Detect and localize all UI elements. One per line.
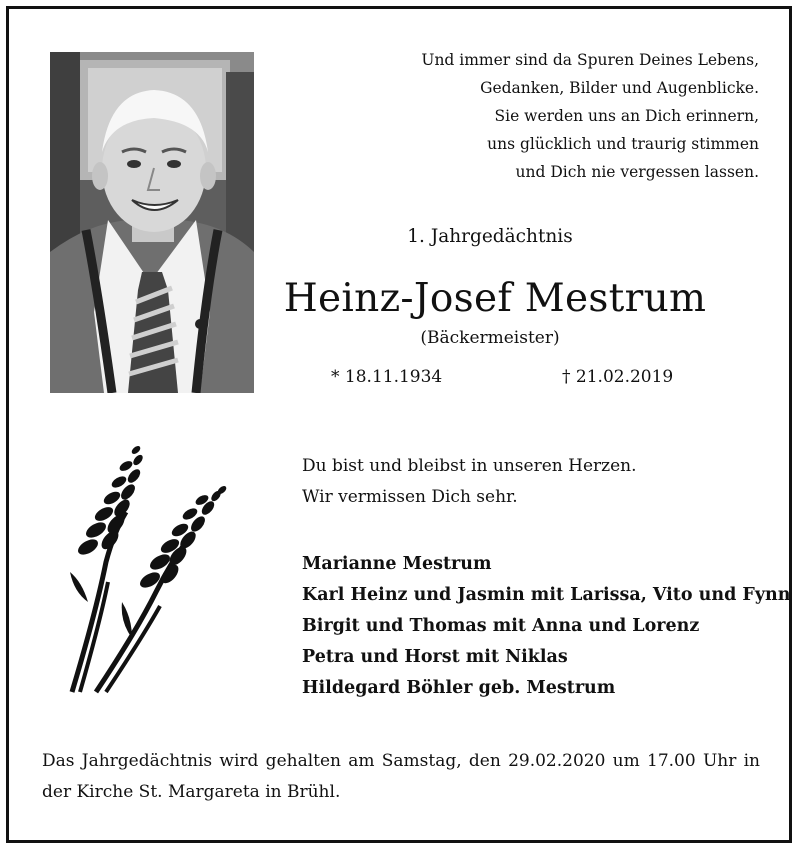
birth-date: * 18.11.1934 [331,367,443,387]
message-line: Du bist und bleibst in unseren Herzen. [302,456,637,476]
family-member: Petra und Horst mit Niklas [302,647,568,667]
portrait-photo [50,52,254,393]
occasion-title: 1. Jahrgedächtnis [407,226,573,247]
service-announcement: Das Jahrgedächtnis wird gehalten am Samstag, den 29.02.2020 um 17.00 Uhr in der Kirche St. Margareta in Brühl. [42,751,760,802]
family-list [302,549,790,704]
message-line: Wir vermissen Dich sehr. [302,487,518,507]
poem-line: und Dich nie vergessen lassen. [515,163,759,181]
poem-line: Gedanken, Bilder und Augenblicke. [480,79,759,97]
deceased-profession: (Bäckermeister) [420,328,560,348]
family-member: Karl Heinz und Jasmin mit Larissa, Vito und Fynn [302,585,791,605]
family-member: Marianne Mestrum [302,554,492,574]
poem-line: uns glücklich und traurig stimmen [487,135,759,153]
memorial-message [302,451,637,513]
poem-line: Und immer sind da Spuren Deines Lebens, [421,51,759,69]
family-member: Birgit und Thomas mit Anna und Lorenz [302,616,700,636]
memorial-poem [421,46,759,186]
poem-line: Sie werden uns an Dich erinnern, [494,107,759,125]
family-member: Hildegard Böhler geb. Mestrum [302,678,616,698]
death-date: † 21.02.2019 [562,367,674,387]
deceased-name: Heinz-Josef Mestrum [283,276,707,321]
wheat-icon [66,442,240,696]
